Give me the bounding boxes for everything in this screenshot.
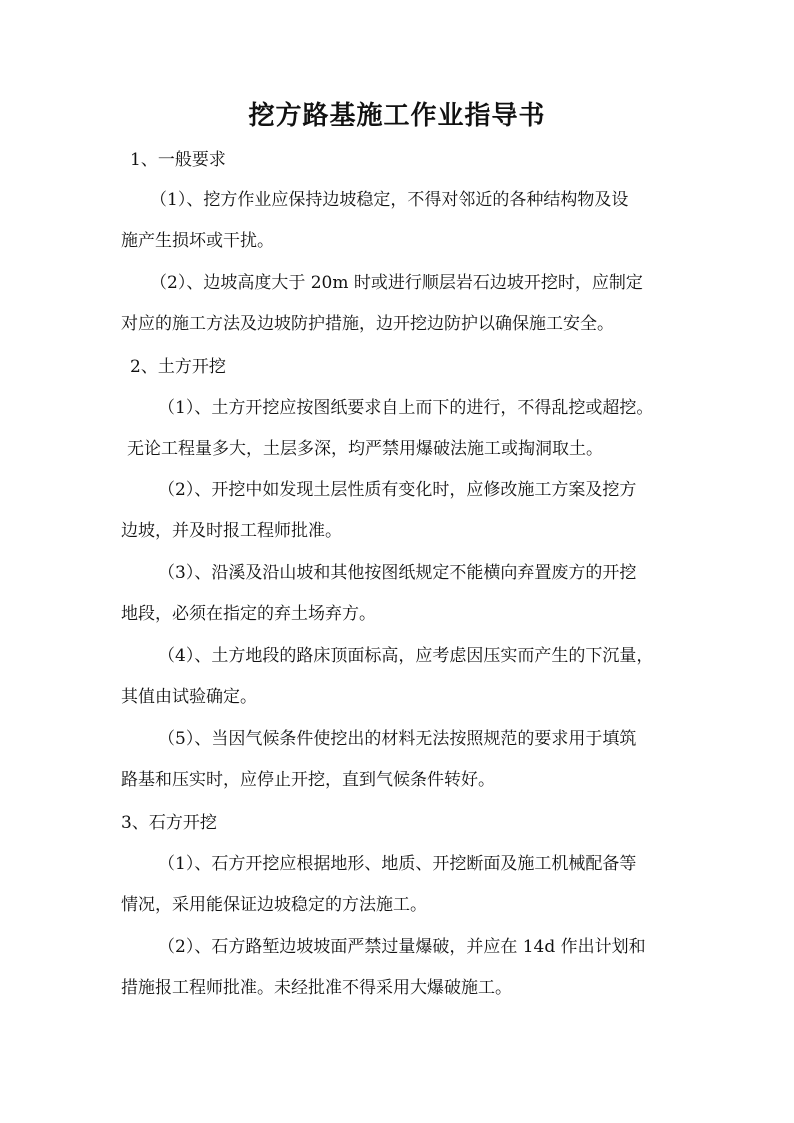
paragraph-line: （1）、挖方作业应保持边坡稳定，不得对邻近的各种结构物及设 [150,190,629,210]
paragraph-line: 路基和压实时，应停止开挖，直到气候条件转好。 [121,770,495,790]
paragraph-line: 其值由试验确定。 [121,687,257,707]
paragraph-line: （2）、石方路堑边坡坡面严禁过量爆破，并应在 14d 作出计划和 [158,937,646,957]
paragraph-line: 情况，采用能保证边坡稳定的方法施工。 [121,895,427,915]
paragraph-line: （4）、土方地段的路床顶面标高，应考虑因压实而产生的下沉量， [158,646,654,666]
paragraph-line: 措施报工程师批准。未经批准不得采用大爆破施工。 [121,978,512,998]
paragraph-line: （5）、当因气候条件使挖出的材料无法按照规范的要求用于填筑 [158,729,637,749]
paragraph-line: 无论工程量多大，土层多深，均严禁用爆破法施工或掏洞取土。 [127,439,603,459]
paragraph-line: 边坡，并及时报工程师批准。 [121,521,342,541]
document-title: 挖方路基施工作业指导书 [248,101,546,131]
paragraph-line: （2）、开挖中如发现土层性质有变化时，应修改施工方案及挖方 [158,480,637,500]
section-heading-2: 2、土方开挖 [130,357,226,377]
paragraph-line: 地段，必须在指定的弃土场弃方。 [121,604,376,624]
paragraph-line: （2）、边坡高度大于 20m 时或进行顺层岩石边坡开挖时，应制定 [150,273,643,293]
paragraph-line: （1）、石方开挖应根据地形、地质、开挖断面及施工机械配备等 [158,854,637,874]
section-heading-3: 3、石方开挖 [121,813,217,833]
paragraph-line: 施产生损坏或干扰。 [121,231,274,251]
paragraph-line: （1）、土方开挖应按图纸要求自上而下的进行，不得乱挖或超挖。 [158,398,654,418]
paragraph-line: （3）、沿溪及沿山坡和其他按图纸规定不能横向弃置废方的开挖 [158,563,637,583]
section-heading-1: 1、一般要求 [130,150,226,170]
paragraph-line: 对应的施工方法及边坡防护措施，边开挖边防护以确保施工安全。 [121,314,614,334]
